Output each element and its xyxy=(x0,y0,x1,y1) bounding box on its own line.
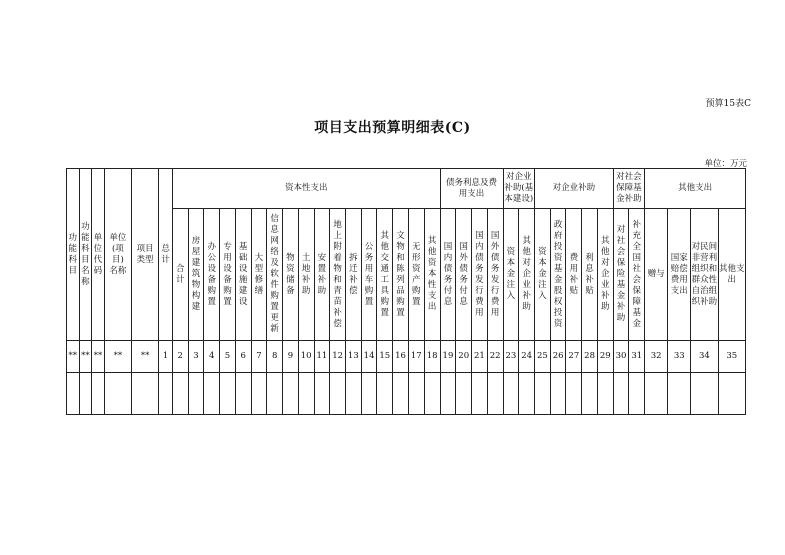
number-cell: 13 xyxy=(345,341,361,373)
number-cell: 23 xyxy=(503,341,519,373)
number-cell: 18 xyxy=(424,341,440,373)
col-f-interest: 利息补贴 xyxy=(582,209,598,341)
col-dom-fee: 国内债务发行费用 xyxy=(472,209,488,341)
budget-table xyxy=(66,168,746,415)
col-subtotal: 合计 xyxy=(172,209,188,341)
col-f-gov-invest: 政府投资基金股权投资 xyxy=(550,209,566,341)
col-for-interest: 国外债务付息 xyxy=(456,209,472,341)
col-for-fee: 国外债务发行费用 xyxy=(487,209,503,341)
number-cell: 21 xyxy=(472,341,488,373)
col-func-subject-name: 功能科目名称 xyxy=(79,169,92,341)
unit-label: 单位：万元 xyxy=(704,159,747,169)
col-s-fund: 对社会保险基金补助 xyxy=(613,209,629,341)
doc-code: 预算15表C xyxy=(705,99,751,109)
col-land: 土地补助 xyxy=(298,209,314,341)
star-cell: ** xyxy=(104,341,131,373)
number-cell: 24 xyxy=(519,341,535,373)
number-cell: 8 xyxy=(267,341,283,373)
col-repair: 大型修缮 xyxy=(251,209,267,341)
number-cell: 6 xyxy=(235,341,251,373)
number-cell: 34 xyxy=(691,341,718,373)
number-cell: 30 xyxy=(613,341,629,373)
col-unit-name: 单位(项目)名称 xyxy=(104,169,131,341)
number-cell: 15 xyxy=(377,341,393,373)
star-cell: ** xyxy=(92,341,105,373)
number-cell: 16 xyxy=(393,341,409,373)
number-cell: 35 xyxy=(718,341,745,373)
col-special: 专用设备购置 xyxy=(220,209,236,341)
group-debt: 债务利息及费用支出 xyxy=(440,169,503,209)
col-infra: 基础设施建设 xyxy=(235,209,251,341)
group-capital: 资本性支出 xyxy=(172,169,440,209)
star-cell: ** xyxy=(79,341,92,373)
number-cell: 9 xyxy=(283,341,299,373)
number-cell: 11 xyxy=(314,341,330,373)
col-resettle: 安置补助 xyxy=(314,209,330,341)
number-cell: 28 xyxy=(582,341,598,373)
col-capital-other: 其他资本性支出 xyxy=(424,209,440,341)
number-cell: 26 xyxy=(550,341,566,373)
number-cell: 25 xyxy=(535,341,551,373)
col-dom-interest: 国内债务付息 xyxy=(440,209,456,341)
col-demolish: 拆迁补偿 xyxy=(345,209,361,341)
number-cell: 3 xyxy=(188,341,204,373)
col-it: 信息网络及软件购置更新 xyxy=(267,209,283,341)
number-cell: 29 xyxy=(597,341,613,373)
col-e-capital-inject: 资本金注入 xyxy=(503,209,519,341)
number-cell: 12 xyxy=(330,341,346,373)
col-func-subject: 功能科目 xyxy=(67,169,80,341)
number-cell: 17 xyxy=(408,341,424,373)
star-cell: ** xyxy=(132,341,159,373)
number-cell: 5 xyxy=(220,341,236,373)
page-title: 项目支出预算明细表(C) xyxy=(314,120,471,136)
col-s-national: 补充全国社会保障基金 xyxy=(629,209,645,341)
header-row-groups xyxy=(67,169,746,209)
group-social-security: 对社会保障基金补助 xyxy=(613,169,644,209)
number-cell: 32 xyxy=(645,341,668,373)
group-other: 其他支出 xyxy=(645,169,746,209)
number-cell: 2 xyxy=(172,341,188,373)
empty-data-row xyxy=(67,373,746,415)
col-unit-code: 单位代码 xyxy=(92,169,105,341)
col-project-type: 项目类型 xyxy=(132,169,159,341)
number-cell: 4 xyxy=(204,341,220,373)
col-f-fee-subsidy: 费用补贴 xyxy=(566,209,582,341)
number-cell: 22 xyxy=(487,341,503,373)
number-cell: 7 xyxy=(251,341,267,373)
col-o-nonprofit: 对民间非营利组织和群众性自治组织补助 xyxy=(691,209,718,341)
number-row xyxy=(67,341,746,373)
col-office: 办公设备购置 xyxy=(204,209,220,341)
number-cell: 31 xyxy=(629,341,645,373)
number-cell: 10 xyxy=(298,341,314,373)
group-enterprise: 对企业补助 xyxy=(535,169,614,209)
col-transport: 其他交通工具购置 xyxy=(377,209,393,341)
group-enterprise-capital: 对企业补助(基本建设) xyxy=(503,169,534,209)
number-cell: 27 xyxy=(566,341,582,373)
col-f-capital-inject: 资本金注入 xyxy=(535,209,551,341)
number-cell: 19 xyxy=(440,341,456,373)
col-house: 房屋建筑物构建 xyxy=(188,209,204,341)
col-total: 总计 xyxy=(159,169,173,341)
col-crops: 地上附着物和青苗补偿 xyxy=(330,209,346,341)
col-o-gift: 赠与 xyxy=(645,209,668,341)
col-cultural: 文物和陈列品购置 xyxy=(393,209,409,341)
col-o-other: 其他支出 xyxy=(718,209,745,341)
col-o-compensation: 国家赔偿费用支出 xyxy=(668,209,691,341)
number-cell: 14 xyxy=(361,341,377,373)
col-f-other: 其他对企业补助 xyxy=(597,209,613,341)
star-cell: ** xyxy=(67,341,80,373)
col-reserve: 物资储备 xyxy=(283,209,299,341)
number-cell: 1 xyxy=(159,341,173,373)
col-e-other: 其他对企业补助 xyxy=(519,209,535,341)
number-cell: 20 xyxy=(456,341,472,373)
col-vehicle: 公务用车购置 xyxy=(361,209,377,341)
col-intangible: 无形资产购置 xyxy=(408,209,424,341)
number-cell: 33 xyxy=(668,341,691,373)
